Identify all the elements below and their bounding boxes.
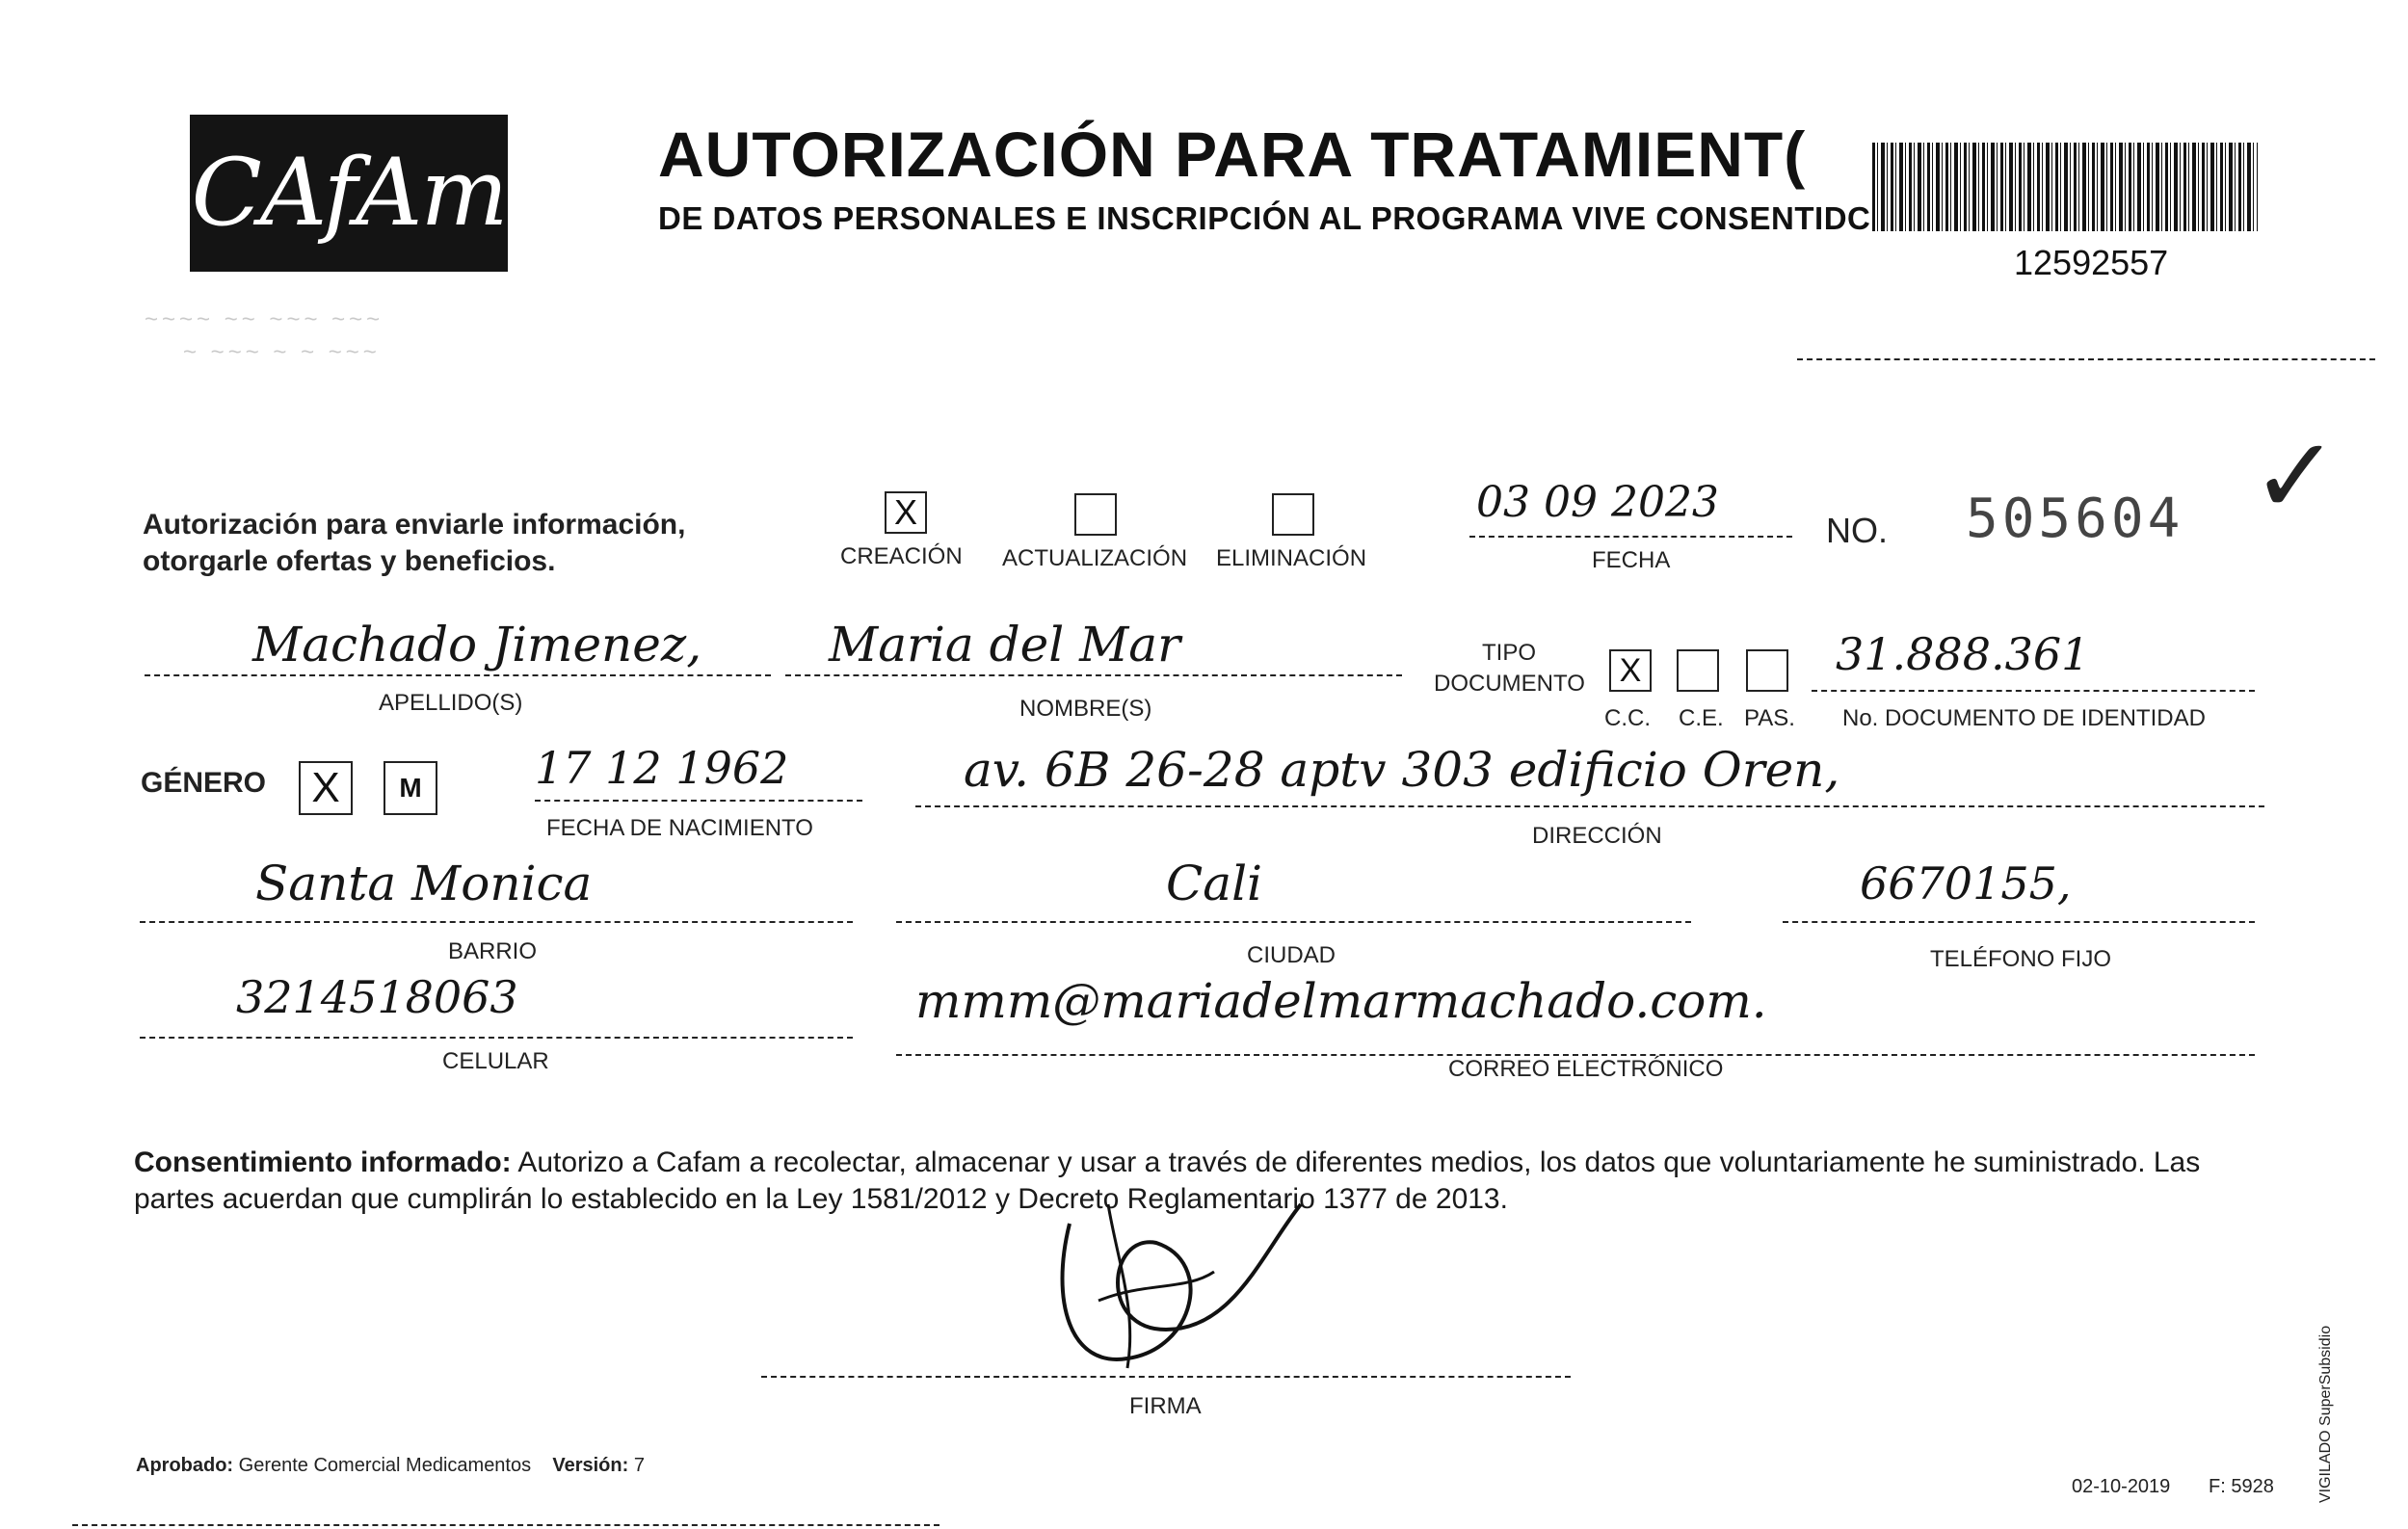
documento-id-label: No. DOCUMENTO DE IDENTIDAD: [1842, 705, 2206, 731]
footer-approval: [136, 1455, 645, 1477]
footer-form-code: F: 5928: [2209, 1476, 2274, 1497]
barcode-image: [1872, 143, 2258, 231]
actualizacion-checkbox[interactable]: [1074, 493, 1117, 536]
genero-m-checkbox[interactable]: M: [384, 761, 437, 815]
barrio-label: BARRIO: [448, 938, 538, 964]
faint-stamp-line-2: ~ ~~~ ~ ~ ~~~: [183, 339, 381, 365]
apellidos-label: APELLIDO(S): [379, 690, 523, 716]
cafam-logo: CAfAm: [190, 115, 508, 272]
fecha-line: [1469, 536, 1792, 538]
ce-checkbox[interactable]: [1677, 649, 1719, 692]
ciudad-line: [896, 921, 1691, 923]
form-subtitle: DE DATOS PERSONALES E INSCRIPCIÓN AL PROGRAMA VIVE CONSENTIDC: [658, 200, 1871, 236]
header-divider: [1797, 358, 2375, 360]
authorization-text-line-2: otorgarle ofertas y beneficios.: [143, 545, 556, 577]
ciudad-label: CIUDAD: [1247, 942, 1336, 968]
aprobado-value: Gerente Comercial Medicamentos: [238, 1455, 532, 1476]
eliminacion-checkbox[interactable]: [1272, 493, 1314, 536]
creacion-label: CREACIÓN: [840, 543, 963, 569]
authorization-text-line-1: Autorización para enviarle información,: [143, 509, 686, 540]
barrio-line: [140, 921, 853, 923]
check-mark-icon: ✓: [2251, 417, 2341, 536]
birth-date-value[interactable]: 17 12 1962: [535, 742, 789, 794]
documento-label: DOCUMENTO: [1434, 671, 1585, 697]
serial-number: 505604: [1966, 488, 2184, 550]
birth-date-line: [535, 800, 862, 802]
genero-f-checkbox[interactable]: X: [299, 761, 353, 815]
tipo-label: TIPO: [1482, 640, 1537, 666]
nombres-line: [785, 674, 1402, 676]
aprobado-label: Aprobado:: [136, 1455, 234, 1476]
version-value: 7: [633, 1455, 645, 1476]
apellidos-value[interactable]: Machado Jimenez,: [252, 617, 702, 672]
pas-label: PAS.: [1744, 705, 1795, 731]
cc-label: C.C.: [1604, 705, 1651, 731]
email-label: CORREO ELECTRÓNICO: [1448, 1056, 1724, 1082]
cc-checkbox[interactable]: X: [1609, 649, 1652, 692]
footer-date: 02-10-2019: [2072, 1476, 2171, 1497]
ce-label: C.E.: [1679, 705, 1724, 731]
barcode-number: 12592557: [2014, 243, 2169, 282]
signature-graphic: [1012, 1185, 1320, 1378]
address-label: DIRECCIÓN: [1532, 823, 1662, 849]
version-label: Versión:: [552, 1455, 629, 1476]
consent-body: Autorizo a Cafam a recolectar, almacenar y usar a través de diferentes medios, los datos que voluntariamente he suministrado. Las partes acuerdan que cumplirán lo establecido en la Ley 1581/2012 y Decreto Reglamentario 1377 de 2013.: [134, 1147, 2201, 1215]
celular-label: CELULAR: [442, 1048, 549, 1074]
actualizacion-label: ACTUALIZACIÓN: [1002, 545, 1188, 571]
address-value[interactable]: av. 6B 26-28 aptv 303 edificio Oren,: [964, 742, 1840, 798]
faint-stamp-line-1: ~~~~ ~~ ~~~ ~~~: [145, 306, 384, 332]
telefono-line: [1783, 921, 2255, 923]
pas-checkbox[interactable]: [1746, 649, 1788, 692]
creacion-checkbox[interactable]: X: [885, 491, 927, 534]
barrio-value[interactable]: Santa Monica: [255, 856, 593, 911]
consent-heading: Consentimiento informado:: [134, 1147, 512, 1178]
celular-line: [140, 1037, 853, 1039]
email-value[interactable]: mmm@mariadelmarmachado.com.: [915, 973, 1767, 1029]
fecha-label: FECHA: [1592, 547, 1671, 573]
fecha-value[interactable]: 03 09 2023: [1476, 478, 1719, 527]
eliminacion-label: ELIMINACIÓN: [1216, 545, 1367, 571]
telefono-label: TELÉFONO FIJO: [1930, 946, 2112, 972]
firma-line: [761, 1376, 1571, 1378]
nombres-value[interactable]: Maria del Mar: [829, 617, 1180, 672]
apellidos-line: [145, 674, 771, 676]
celular-value[interactable]: 3214518063: [236, 971, 518, 1023]
no-label: NO.: [1826, 511, 1889, 550]
documento-line: [1812, 690, 2255, 692]
birth-date-label: FECHA DE NACIMIENTO: [546, 815, 813, 841]
documento-value[interactable]: 31.888.361: [1836, 628, 2090, 680]
telefono-value[interactable]: 6670155,: [1860, 857, 2072, 909]
ciudad-value[interactable]: Cali: [1166, 856, 1263, 911]
nombres-label: NOMBRE(S): [1019, 696, 1152, 722]
supersubsidio-vertical-text: VIGILADO SuperSubsidio: [2317, 1325, 2334, 1503]
address-line: [915, 805, 2264, 807]
bottom-line: [72, 1524, 939, 1526]
firma-label: FIRMA: [1129, 1393, 1202, 1419]
genero-label: GÉNERO: [141, 767, 267, 799]
form-title: AUTORIZACIÓN PARA TRATAMIENT(: [658, 119, 1807, 190]
